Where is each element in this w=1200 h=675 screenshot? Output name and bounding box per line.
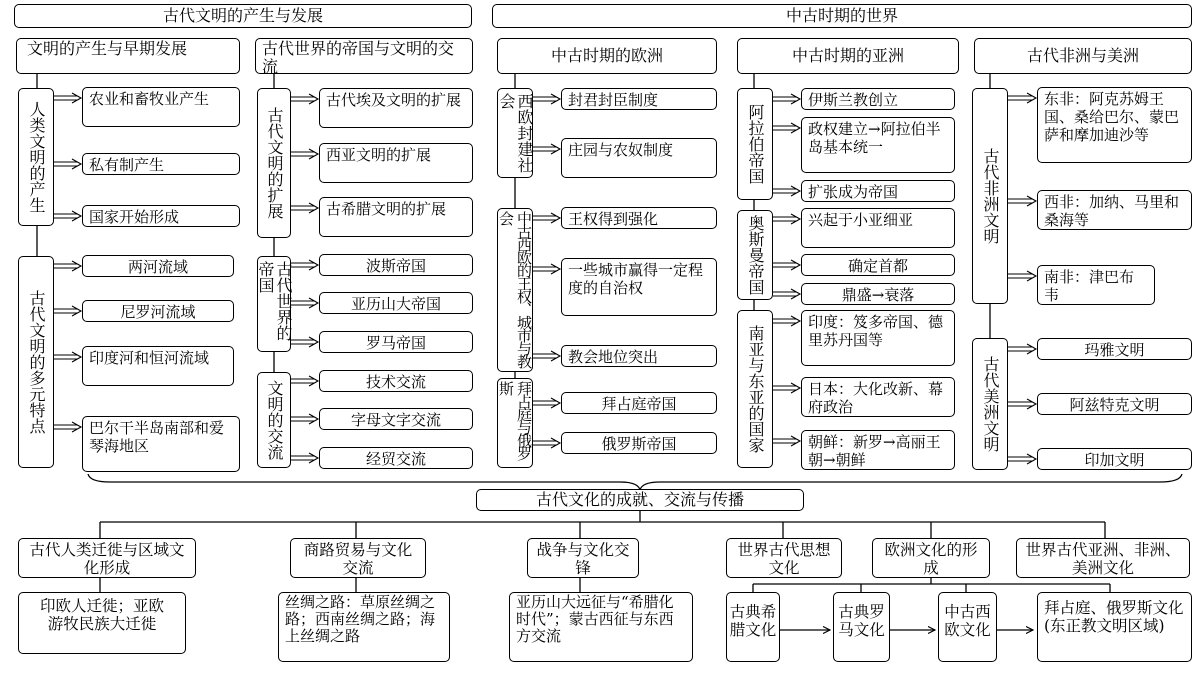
empire-item: 罗马帝国	[319, 331, 473, 353]
expansion-item: 古希腊文明的扩展	[319, 197, 473, 237]
arrow-head	[309, 260, 318, 270]
arrow-head	[72, 159, 81, 169]
america-item: 玛雅文明	[1037, 338, 1192, 360]
arrow-head	[309, 337, 318, 347]
arrow-head	[551, 264, 560, 274]
africa-label: 古代非洲文明	[972, 88, 1008, 304]
origin-item: 国家开始形成	[82, 205, 240, 227]
left-section-title: 古代文明的产生与发展	[14, 4, 472, 28]
arrow-head	[72, 93, 81, 103]
america-label: 古代美洲文明	[972, 338, 1008, 470]
expansion-item: 西亚文明的扩展	[319, 143, 473, 183]
arrow-head	[72, 352, 81, 362]
power-item: 王权得到强化	[561, 207, 717, 229]
south-east-item: 朝鲜：新罗→高丽王朝→朝鲜	[801, 430, 955, 470]
col1-header: 文明的产生与早期发展	[16, 38, 240, 74]
ottoman-label: 奥斯曼帝国	[737, 210, 773, 300]
feudal-item: 封君封臣制度	[561, 88, 717, 110]
arrow-head	[1027, 271, 1036, 281]
culture-detail: 印欧人迁徙；亚欧游牧民族大迁徙	[18, 592, 186, 654]
power-item: 教会地位突出	[561, 345, 717, 367]
arab-item: 伊斯兰教创立	[801, 88, 955, 110]
diversity-label: 古代文明的多元特点	[18, 256, 54, 468]
arrow-head	[551, 213, 560, 223]
exchange-item: 经贸交流	[319, 447, 473, 469]
arrow-head	[791, 316, 800, 326]
arrow-head	[309, 149, 318, 159]
arrow-head	[1027, 399, 1036, 409]
feudal-label: 西欧封建社会	[497, 88, 533, 178]
culture-detail: 丝绸之路：草原丝绸之路；西南丝绸之路；海上丝绸之路	[278, 592, 450, 662]
diversity-item: 尼罗河流域	[82, 300, 234, 322]
europe-header: 中古时期的欧洲	[497, 38, 717, 74]
origin-item: 私有制产生	[82, 153, 240, 175]
arrow-head	[551, 144, 560, 154]
arrow-head	[551, 398, 560, 408]
ottoman-item: 鼎盛→衰落	[801, 283, 955, 305]
arrow-head	[309, 298, 318, 308]
arrow-head	[551, 438, 560, 448]
arrow-head	[309, 453, 318, 463]
culture-detail: 亚历山大远征与“希腊化时代”；蒙古西征与东西方交流	[509, 592, 693, 662]
expansion-label: 古代文明的扩展	[257, 88, 291, 238]
arrow-head	[72, 211, 81, 221]
culture-chain-item: 拜占庭、俄罗斯文化(东正教文明区域)	[1037, 592, 1192, 662]
expansion-item: 古代埃及文明的扩展	[319, 88, 473, 128]
culture-branch: 战争与文化交锋	[527, 538, 639, 578]
empire-item: 亚历山大帝国	[319, 292, 473, 314]
exchange-item: 技术交流	[319, 370, 473, 392]
america-item: 阿兹特克文明	[1037, 393, 1192, 415]
arrow-head	[791, 383, 800, 393]
culture-branch: 世界古代亚洲、非洲、美洲文化	[1016, 538, 1190, 578]
culture-title: 古代文化的成就、交流与传播	[476, 489, 804, 511]
arrow-head	[1027, 93, 1036, 103]
arrow-head	[309, 414, 318, 424]
arrow-head	[309, 94, 318, 104]
origin-label: 人类文明的产生	[18, 88, 54, 226]
arrow-head	[791, 214, 800, 224]
culture-chain-item: 中古西欧文化	[938, 592, 997, 662]
south-east-item: 日本：大化改新、幕府政治	[801, 377, 955, 417]
africa-item: 东非：阿克苏姆王国、桑给巴尔、蒙巴萨和摩加迪沙等	[1037, 87, 1192, 163]
exchange-label: 文明的交流	[257, 372, 291, 468]
arrow-head	[791, 186, 800, 196]
africa-item: 南非：津巴布韦	[1037, 265, 1155, 305]
culture-branch: 欧洲文化的形成	[872, 538, 990, 578]
culture-chain-item: 古典希腊文化	[726, 592, 780, 662]
arrow-head	[791, 436, 800, 446]
arrow-head	[72, 306, 81, 316]
arrow-head	[72, 261, 81, 271]
arrow-head	[1027, 454, 1036, 464]
culture-chain-item: 古典罗马文化	[833, 592, 890, 662]
byzantine-label: 拜占庭与俄罗斯	[497, 378, 533, 468]
origin-item: 农业和畜牧业产生	[82, 87, 240, 127]
culture-branch: 世界古代思想文化	[726, 538, 842, 578]
arrow-head	[551, 351, 560, 361]
arrow-head	[791, 260, 800, 270]
africa-item: 西非：加纳、马里和桑海等	[1037, 190, 1192, 230]
arab-label: 阿拉伯帝国	[737, 88, 773, 200]
right-section-title: 中古时期的世界	[492, 4, 1192, 28]
byzantine-item: 拜占庭帝国	[561, 392, 717, 414]
arrow-head	[72, 422, 81, 432]
culture-branch: 古代人类迁徙与区域文化形成	[18, 538, 196, 578]
arab-item: 政权建立→阿拉伯半岛基本统一	[801, 117, 955, 173]
arrow-head	[309, 376, 318, 386]
arrow-head	[1027, 344, 1036, 354]
ottoman-item: 确定首都	[801, 254, 955, 276]
arrow-head	[309, 203, 318, 213]
arrow-head	[791, 289, 800, 299]
arrow-head	[1027, 196, 1036, 206]
ottoman-item: 兴起于小亚细亚	[801, 208, 955, 248]
culture-branch: 商路贸易与文化交流	[290, 538, 426, 578]
exchange-item: 字母文字交流	[319, 408, 473, 430]
america-item: 印加文明	[1037, 448, 1192, 470]
south-east-item: 印度：笈多帝国、德里苏丹国等	[801, 310, 955, 366]
diversity-item: 两河流域	[82, 255, 234, 277]
col2-header: 古代世界的帝国与文明的交流	[255, 38, 473, 74]
diversity-item: 巴尔干半岛南部和爱琴海地区	[82, 416, 240, 472]
arab-item: 扩张成为帝国	[801, 180, 955, 202]
arrow-head	[791, 123, 800, 133]
asia-header: 中古时期的亚洲	[737, 38, 959, 74]
feudal-item: 庄园与农奴制度	[561, 138, 717, 178]
south-east-label: 南亚与东亚的国家	[737, 310, 773, 468]
empires-label: 古代世界的帝国	[257, 256, 291, 352]
byzantine-item: 俄罗斯帝国	[561, 432, 717, 454]
empire-item: 波斯帝国	[319, 254, 473, 276]
diversity-item: 印度河和恒河流域	[82, 346, 234, 386]
arrow-head	[551, 94, 560, 104]
power-item: 一些城市赢得一定程度的自治权	[561, 258, 717, 316]
arrow-head	[791, 94, 800, 104]
power-label: 中古西欧的王权、城市与教会	[497, 208, 533, 372]
africa-america-header: 古代非洲与美洲	[974, 38, 1192, 74]
